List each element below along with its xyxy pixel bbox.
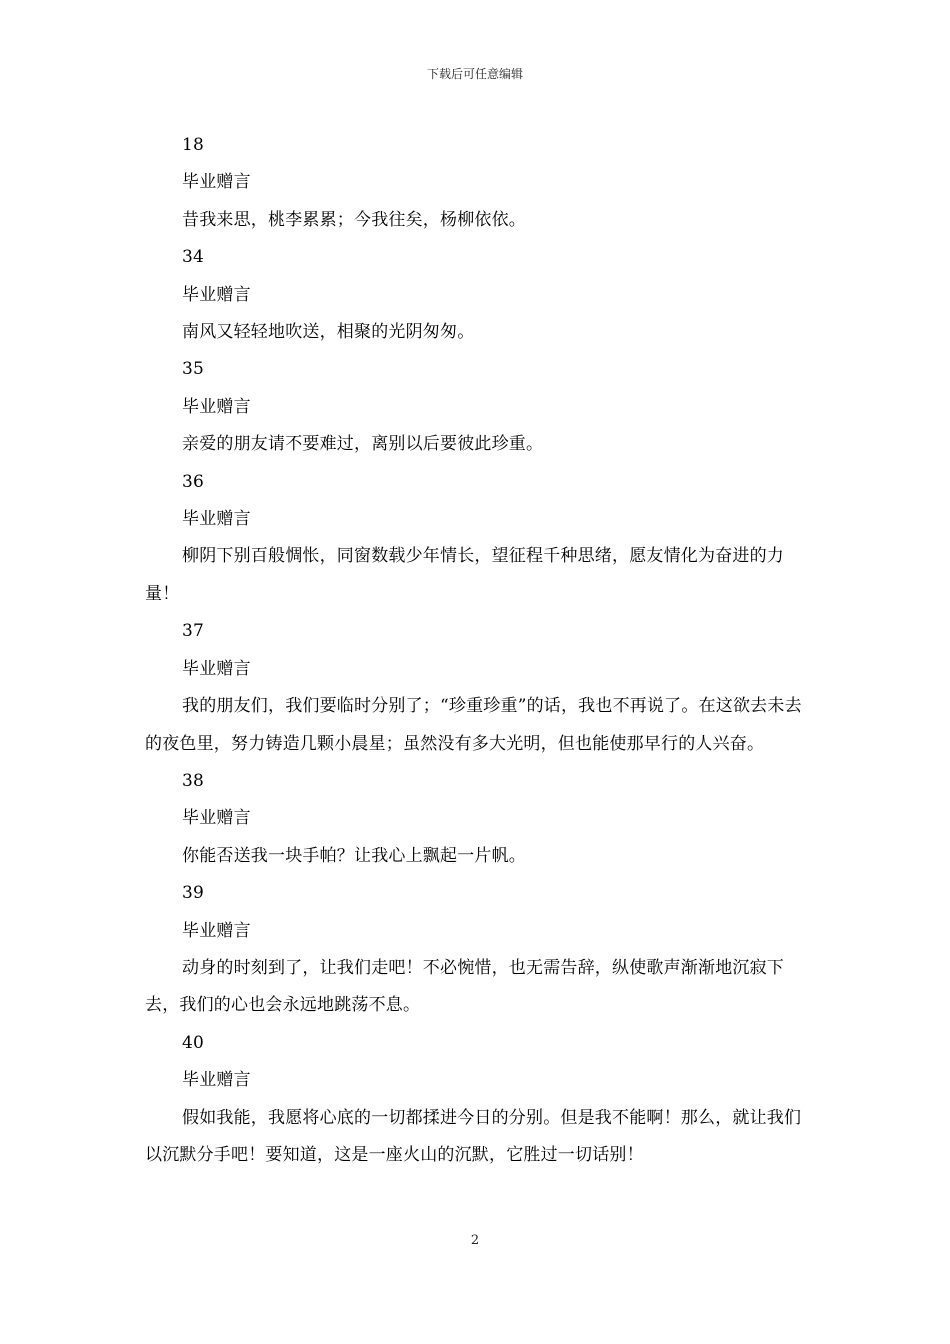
page-header: 下载后可任意编辑 [426,67,523,81]
entry-text: 亲爱的朋友请不要难过，离别以后要彼此珍重。 [182,434,544,455]
entry-text: 我的朋友们，我们要临时分别了；“珍重珍重”的话，我也不再说了。在这欲去未去的夜色里，努力铸造几颗小晨星；虽然没有多大光明，但也能使那早行的人兴奋。 [145,696,802,754]
entry-title: 毕业赠言 [182,808,251,829]
entry-number: 18 [182,135,205,155]
entry-title: 毕业赠言 [182,172,251,193]
entry-title: 毕业赠言 [182,1070,251,1091]
entry-number: 35 [182,359,205,380]
entry-text: 南风又轻轻地吹送，相聚的光阴匆匆。 [182,322,475,343]
entry-text: 你能否送我一块手帕？让我心上飘起一片帆。 [182,845,526,866]
entry-number: 39 [182,883,205,904]
entry-text: 柳阴下别百般惆怅，同窗数载少年情长，望征程千种思绪，愿友情化为奋进的力量！ [145,546,784,604]
entry-title: 毕业赠言 [182,284,251,305]
entry-title: 毕业赠言 [182,658,251,679]
entry-number: 40 [182,1032,205,1053]
entry-title: 毕业赠言 [182,920,251,941]
document-body [145,127,807,1174]
entry-text: 昔我来思，桃李累累；今我往矣，杨柳依依。 [182,209,526,230]
entry-title: 毕业赠言 [182,509,251,530]
entry-text: 动身的时刻到了，让我们走吧！不必惋惜，也无需告辞，纵使歌声渐渐地沉寂下去，我们的心也会永远地跳荡不息。 [145,957,784,1016]
entry-title: 毕业赠言 [182,396,251,417]
entry-text: 假如我能，我愿将心底的一切都揉进今日的分别。但是我不能啊！那么，就让我们以沉默分手吧！要知道，这是一座火山的沉默，它胜过一切话别！ [145,1107,802,1165]
entry-number: 34 [182,247,205,268]
entry-number: 36 [182,471,205,492]
page-number: 2 [470,1233,480,1248]
entry-number: 38 [182,770,205,791]
entry-number: 37 [182,621,205,642]
